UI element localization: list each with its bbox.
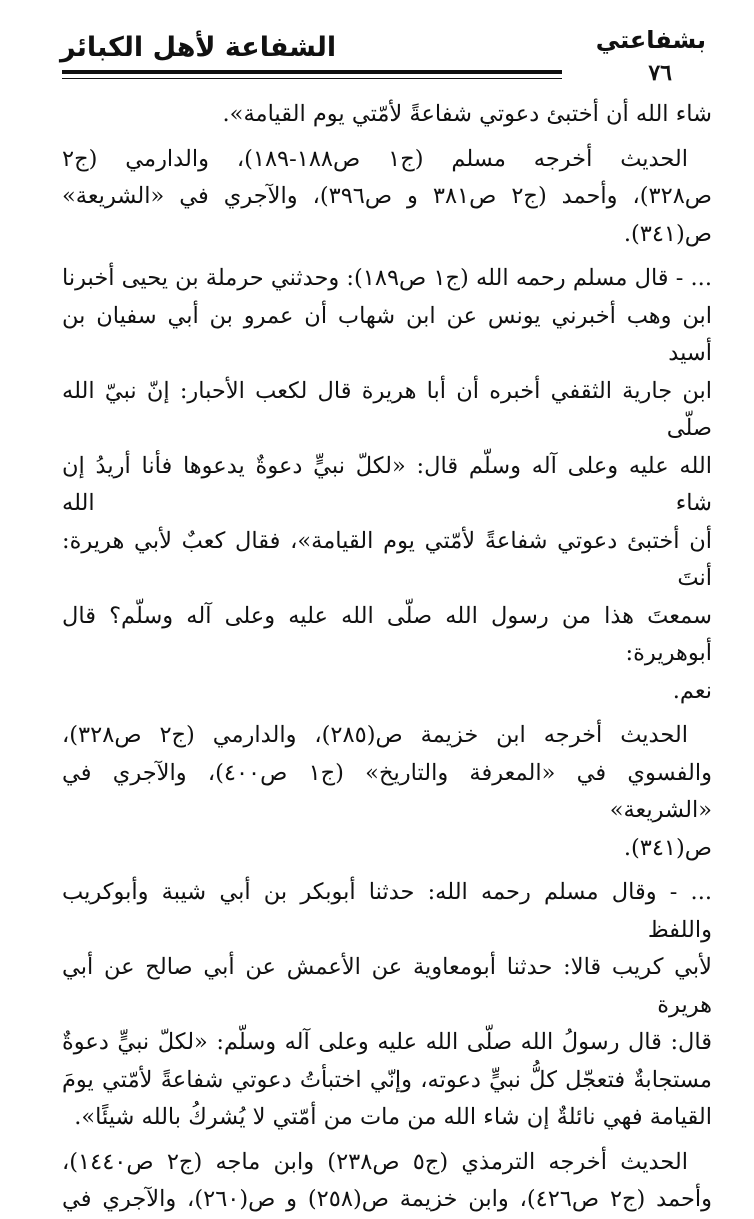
- book-signature: بشفاعتي: [595, 26, 706, 54]
- text-line: ص٣٢٨)، وأحمد (ج٢ ص٣٨١ و ص٣٩٦)، والآجري في «الشريعة»: [62, 183, 712, 209]
- hadith-paragraph: [62, 874, 712, 1137]
- text-line: والفسوي في «المعرفة والتاريخ» (ج١ ص٤٠٠)، والآجري في «الشريعة»: [62, 759, 712, 823]
- text-line: ... - قال مسلم رحمه الله (ج١ ص١٨٩): وحدثني حرملة بن يحيى أخبرنا: [62, 265, 712, 291]
- text-line: نعم.: [672, 677, 712, 704]
- text-line: ابن وهب أخبرني يونس عن ابن شهاب أن عمرو بن أبي سفيان بن أسيد: [62, 302, 712, 366]
- text-line: ... - وقال مسلم رحمه الله: حدثنا أبوبكر بن أبي شيبة وأبوكريب واللفظ: [62, 879, 712, 943]
- text-line: ص(٣٤١).: [623, 834, 712, 861]
- text-line: الحديث أخرجه الترمذي (ج٥ ص٢٣٨) وابن ماجه (ج٢ ص١٤٤٠)،: [62, 1148, 688, 1175]
- header-rule-thin: [62, 78, 562, 79]
- takhrij-paragraph: [62, 141, 712, 254]
- hadith-paragraph: [62, 260, 712, 710]
- text-line: سمعتَ هذا من رسول الله صلّى الله عليه وعلى آله وسلّم؟ قال أبوهريرة:: [62, 602, 712, 666]
- text-line: قال: قال رسولُ الله صلّى الله عليه وعلى آله وسلّم: «لكلّ نبيٍّ دعوةٌ: [62, 1029, 712, 1055]
- header-rule-thick: [62, 70, 562, 74]
- text-line: مستجابةٌ فتعجّل كلُّ نبيٍّ دعوته، وإنّي اختبأتُ دعوتي شفاعةً لأمّتي يومَ: [62, 1066, 712, 1093]
- text-line: ابن جارية الثقفي أخبره أن أبا هريرة قال لكعب الأحبار: إنّ نبيّ الله صلّى: [62, 377, 712, 441]
- text-line: الله عليه وعلى آله وسلّم قال: «لكلّ نبيٍّ دعوةٌ يدعوها فأنا أريدُ إن شاء الله: [62, 452, 712, 516]
- takhrij-paragraph: [62, 1144, 712, 1219]
- text-line: وأحمد (ج٢ ص٤٢٦)، وابن خزيمة ص(٢٥٨) و ص(٢٦٠)، والآجري في: [62, 1186, 713, 1212]
- running-title: الشفاعة لأهل الكبائر: [60, 32, 337, 63]
- text-line: شاء الله أن أختبئ دعوتي شفاعةً لأمّتي يوم القيامة».: [222, 101, 712, 127]
- text-line: الحديث أخرجه ابن خزيمة ص(٢٨٥)، والدارمي (ج٢ ص٣٢٨)،: [62, 722, 688, 748]
- page-header: [40, 22, 720, 86]
- takhrij-paragraph: [62, 717, 712, 867]
- text-line: ص(٣٤١).: [623, 220, 712, 247]
- page-body: [62, 96, 712, 1219]
- text-line: القيامة فهي نائلةٌ إن شاء الله من مات من أمّتي لا يُشركُ بالله شيئًا».: [74, 1104, 712, 1130]
- text-line: لأبي كريب قالا: حدثنا أبومعاوية عن الأعمش عن أبي صالح عن أبي هريرة: [62, 954, 712, 1018]
- text-line: الحديث أخرجه مسلم (ج١ ص١٨٨-١٨٩)، والدارمي (ج٢: [62, 145, 688, 172]
- page-number: ٧٦: [648, 60, 672, 86]
- paragraph-continuation: [62, 96, 712, 134]
- text-line: أن أختبئ دعوتي شفاعةً لأمّتي يوم القيامة»، فقال كعبٌ لأبي هريرة: أنتَ: [62, 527, 712, 591]
